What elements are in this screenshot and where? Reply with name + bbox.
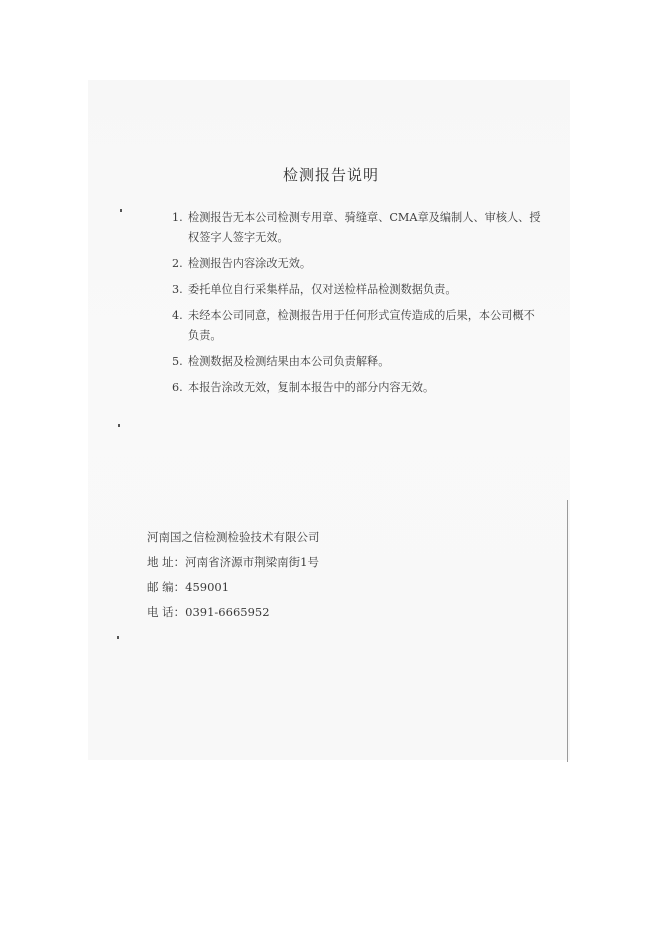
company-name: 河南国之信检测检验技术有限公司 [147,530,320,544]
notes-list [172,208,542,404]
note-number: 6. [172,381,183,394]
phone-value: 0391-6665952 [185,605,270,619]
scan-speck [120,209,122,212]
note-number: 2. [172,257,183,270]
postcode-label: 邮 编： [147,580,186,594]
note-text: 委托单位自行采集样品，仅对送检样品检测数据负责。 [188,283,457,296]
note-item [172,378,542,398]
address-value: 河南省济源市荆梁南街1号 [185,555,319,569]
note-number: 5. [172,355,183,368]
phone-label: 电 话： [147,605,186,619]
note-text: 检测报告无本公司检测专用章、骑缝章、CMA章及编制人、审核人、授权签字人签字无效。 [188,211,541,244]
note-item [172,254,542,274]
phone-line [147,603,320,628]
note-text: 检测数据及检测结果由本公司负责解释。 [188,355,390,368]
scan-speck [117,636,119,639]
document-title: 检测报告说明 [282,166,379,184]
address-line [147,553,320,578]
page-edge-line [567,500,568,762]
note-item [172,352,542,372]
note-text: 检测报告内容涂改无效。 [188,257,312,270]
postcode-line [147,578,320,603]
postcode-value: 459001 [185,580,230,594]
note-number: 3. [172,283,183,296]
note-number: 1. [172,211,183,224]
note-text: 本报告涂改无效，复制本报告中的部分内容无效。 [188,381,435,394]
note-text: 未经本公司同意，检测报告用于任何形式宣传造成的后果，本公司概不负责。 [188,309,535,342]
note-number: 4. [172,309,183,322]
scan-speck [118,424,120,427]
company-info [147,528,320,628]
note-item [172,280,542,300]
note-item [172,208,542,248]
note-item [172,306,542,346]
address-label: 地 址： [147,555,186,569]
